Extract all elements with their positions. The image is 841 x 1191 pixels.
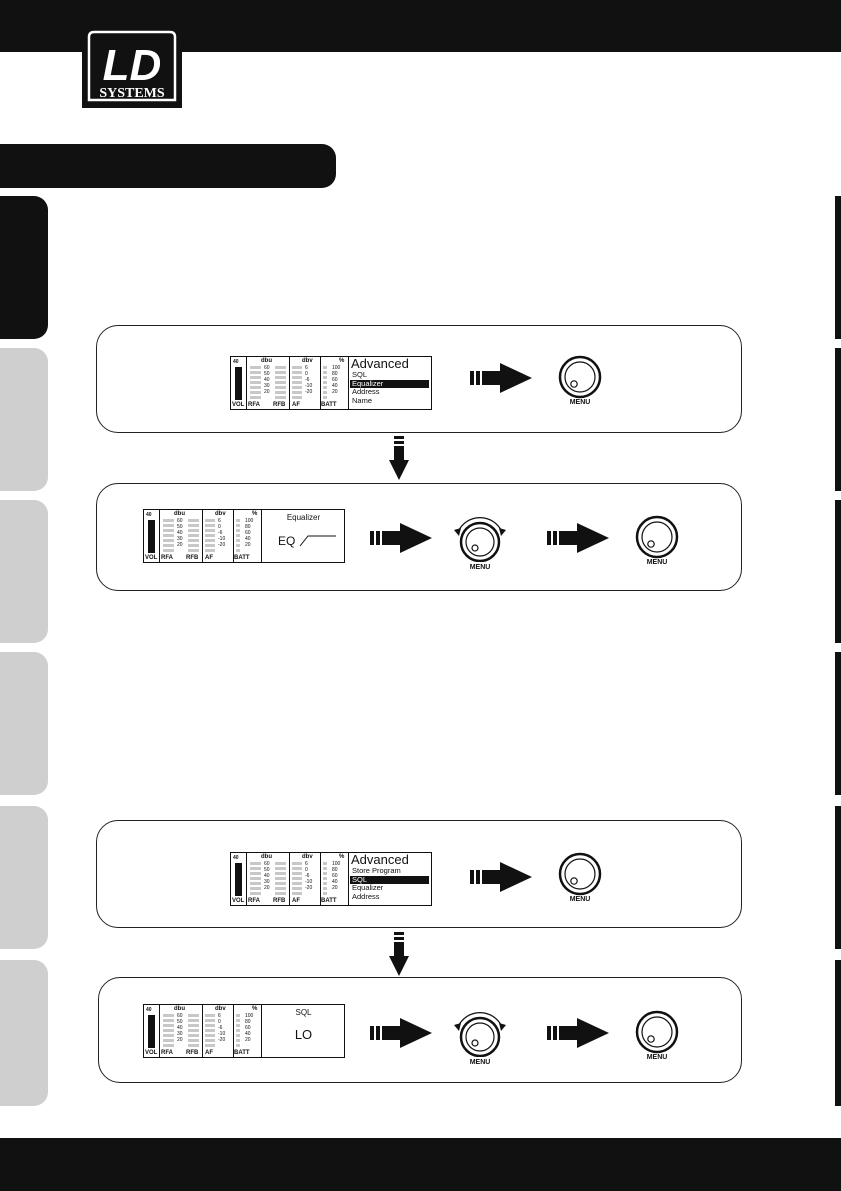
menu-knob-rotate[interactable] <box>447 1005 513 1069</box>
dbu-label: dbu <box>261 358 272 364</box>
percent-scale-label: 20 <box>245 542 251 548</box>
rfb-meter-segment <box>275 376 286 379</box>
percent-scale-label: 100 <box>245 518 254 524</box>
dbu-label: dbu <box>174 1006 185 1012</box>
menu-knob-press[interactable] <box>556 852 604 910</box>
menu-knob-press[interactable] <box>633 1010 681 1068</box>
dbu-scale-label: 50 <box>177 524 183 530</box>
af-meter-segment <box>205 524 215 527</box>
lcd-divider <box>202 1005 203 1057</box>
rfa-meter-segment <box>163 1024 174 1027</box>
knob-label: MENU <box>569 399 591 406</box>
right-edge-tab-3 <box>835 500 841 643</box>
rfa-meter-segment <box>250 371 261 374</box>
knob-icon <box>633 515 681 559</box>
dbu-scale-label: 50 <box>264 371 270 377</box>
rfa-meter-segment <box>250 877 261 880</box>
af-meter-segment <box>205 1019 215 1022</box>
batt-meter-segment <box>236 1044 240 1047</box>
batt-meter-segment <box>236 519 240 522</box>
rfa-meter-segment <box>163 1034 174 1037</box>
batt-meter-segment <box>236 1019 240 1022</box>
lcd-screen <box>230 356 432 410</box>
dbv-scale-label: -6 <box>218 1025 223 1031</box>
percent-scale-label: 20 <box>332 885 338 891</box>
rfa-meter-segment <box>163 1039 174 1042</box>
percent-scale-label: 80 <box>332 371 338 377</box>
side-tab-3[interactable] <box>0 500 48 643</box>
percent-scale-label: 40 <box>245 536 251 542</box>
rfb-meter-segment <box>188 1039 199 1042</box>
ld-systems-logo <box>80 22 184 110</box>
batt-label: BATT <box>321 898 337 904</box>
af-meter-segment <box>292 892 302 895</box>
rfb-label: RFB <box>273 402 286 408</box>
rfa-meter-segment <box>163 529 174 532</box>
rfa-meter-segment <box>250 376 261 379</box>
dbv-scale-label: 6 <box>305 365 308 371</box>
rfa-meter-segment <box>250 887 261 890</box>
percent-scale-label: 60 <box>332 377 338 383</box>
arrow-right-icon <box>547 523 611 553</box>
lcd-menu-title: Advanced <box>351 356 409 371</box>
rfb-meter-segment <box>275 867 286 870</box>
af-meter-segment <box>205 1044 215 1047</box>
af-meter-segment <box>205 529 215 532</box>
rfb-label: RFB <box>273 898 286 904</box>
af-meter-segment <box>205 519 215 522</box>
dbv-scale-label: -20 <box>218 1037 226 1043</box>
af-meter-segment <box>205 549 215 552</box>
rfa-label: RFA <box>248 402 260 408</box>
side-tab-6[interactable] <box>0 960 48 1106</box>
lcd-menu-item: Name <box>352 395 373 405</box>
af-meter-segment <box>292 867 302 870</box>
side-tab-5[interactable] <box>0 806 48 949</box>
dbv-scale-label: 6 <box>218 1013 221 1019</box>
dbv-scale-label: -10 <box>305 879 313 885</box>
arrow-right-icon <box>470 862 534 892</box>
knob-label: MENU <box>469 564 491 571</box>
rfa-meter-segment <box>250 892 261 895</box>
batt-meter-segment <box>323 872 327 875</box>
rfa-meter-segment <box>250 396 261 399</box>
side-tab-4[interactable] <box>0 652 48 795</box>
dbu-scale-label: 20 <box>264 389 270 395</box>
rfb-meter-segment <box>275 386 286 389</box>
dbu-scale-label: 60 <box>264 861 270 867</box>
rfb-meter-segment <box>188 1034 199 1037</box>
vol-label: VOL <box>232 898 245 904</box>
rfa-meter-segment <box>250 862 261 865</box>
side-tab-1[interactable] <box>0 196 48 339</box>
lcd-screen <box>230 852 432 906</box>
rfb-meter-segment <box>275 391 286 394</box>
knob-label: MENU <box>569 896 591 903</box>
dbv-scale-label: 0 <box>305 867 308 873</box>
lcd-menu-item-selected: SQL <box>350 876 429 884</box>
batt-meter-segment <box>236 1039 240 1042</box>
knob-label: MENU <box>646 559 668 566</box>
af-meter-segment <box>292 381 302 384</box>
percent-label: % <box>339 358 345 364</box>
rfa-meter-segment <box>250 366 261 369</box>
right-edge-tab-4 <box>835 652 841 795</box>
af-meter-segment <box>292 371 302 374</box>
menu-knob-press[interactable] <box>633 515 681 573</box>
lcd-eq-value: EQ <box>278 534 296 548</box>
rfb-meter-segment <box>275 371 286 374</box>
af-meter-segment <box>292 366 302 369</box>
arrow-right-icon <box>370 523 434 553</box>
lcd-divider <box>289 853 290 905</box>
rfa-meter-segment <box>163 549 174 552</box>
af-label: AF <box>292 898 300 904</box>
rfa-meter-segment <box>250 882 261 885</box>
lcd-menu-item: SQL <box>352 370 368 379</box>
menu-knob-press[interactable] <box>556 355 604 413</box>
lcd-divider <box>246 357 247 409</box>
lcd-divider <box>289 357 290 409</box>
vol-level-bar <box>235 863 242 896</box>
rfb-meter-segment <box>275 396 286 399</box>
af-label: AF <box>292 402 300 408</box>
af-label: AF <box>205 1050 213 1056</box>
dbv-scale-label: -20 <box>305 885 313 891</box>
af-meter-segment <box>292 376 302 379</box>
arrow-right-icon <box>547 1018 611 1048</box>
rfa-meter-segment <box>250 867 261 870</box>
af-meter-segment <box>205 1039 215 1042</box>
batt-meter-segment <box>323 376 327 379</box>
vol-label: VOL <box>232 402 245 408</box>
lcd-menu-item: Store Program <box>352 866 401 875</box>
rfb-meter-segment <box>188 539 199 542</box>
rfb-meter-segment <box>275 887 286 890</box>
rfa-meter-segment <box>163 519 174 522</box>
dbu-scale-label: 60 <box>177 1013 183 1019</box>
dbu-scale-label: 50 <box>264 867 270 873</box>
dbv-scale-label: -10 <box>218 536 226 542</box>
lcd-divider <box>202 510 203 562</box>
percent-scale-label: 40 <box>332 879 338 885</box>
dbv-scale-label: 0 <box>305 371 308 377</box>
dbu-scale-label: 20 <box>177 1037 183 1043</box>
dbu-scale-label: 40 <box>177 530 183 536</box>
percent-scale-label: 60 <box>245 1025 251 1031</box>
lcd-divider <box>159 1005 160 1057</box>
rfb-meter-segment <box>188 529 199 532</box>
af-meter-segment <box>292 887 302 890</box>
rfb-meter-segment <box>188 524 199 527</box>
batt-meter-segment <box>236 524 240 527</box>
rfa-meter-segment <box>250 391 261 394</box>
rfb-meter-segment <box>188 1024 199 1027</box>
lcd-screen-title: SQL <box>295 1008 312 1017</box>
rfb-meter-segment <box>275 892 286 895</box>
arrow-down-icon <box>389 932 409 976</box>
lcd-divider <box>246 853 247 905</box>
percent-scale-label: 80 <box>245 524 251 530</box>
rfa-meter-segment <box>250 381 261 384</box>
batt-meter-segment <box>323 391 327 394</box>
percent-scale-label: 60 <box>332 873 338 879</box>
dbv-label: dbv <box>302 854 313 860</box>
batt-meter-segment <box>323 862 327 865</box>
percent-scale-label: 80 <box>332 867 338 873</box>
dbu-scale-label: 30 <box>264 879 270 885</box>
batt-meter-segment <box>236 534 240 537</box>
dbv-label: dbv <box>215 511 226 517</box>
batt-meter-segment <box>236 1029 240 1032</box>
batt-meter-segment <box>323 396 327 399</box>
rfb-meter-segment <box>275 381 286 384</box>
bottom-bar <box>0 1138 841 1191</box>
menu-knob-rotate[interactable] <box>447 510 513 574</box>
lcd-menu-item: Address <box>352 891 380 901</box>
dbu-scale-label: 30 <box>177 536 183 542</box>
percent-scale-label: 20 <box>332 389 338 395</box>
batt-meter-segment <box>323 882 327 885</box>
batt-meter-segment <box>323 877 327 880</box>
vol-label: VOL <box>145 1050 158 1056</box>
batt-label: BATT <box>321 402 337 408</box>
batt-meter-segment <box>323 371 327 374</box>
knob-label: MENU <box>646 1054 668 1061</box>
side-tab-2[interactable] <box>0 348 48 491</box>
percent-scale-label: 20 <box>245 1037 251 1043</box>
batt-meter-segment <box>323 867 327 870</box>
af-meter-segment <box>292 872 302 875</box>
rfa-label: RFA <box>161 1050 173 1056</box>
af-label: AF <box>205 555 213 561</box>
batt-meter-segment <box>323 892 327 895</box>
vol-value: 40 <box>146 512 152 518</box>
dbv-scale-label: -20 <box>305 389 313 395</box>
rfa-label: RFA <box>248 898 260 904</box>
dbu-scale-label: 40 <box>264 873 270 879</box>
batt-meter-segment <box>323 386 327 389</box>
vol-level-bar <box>148 1015 155 1048</box>
rfb-meter-segment <box>188 544 199 547</box>
batt-meter-segment <box>236 1024 240 1027</box>
rfb-meter-segment <box>188 1029 199 1032</box>
dbu-scale-label: 60 <box>177 518 183 524</box>
batt-meter-segment <box>236 539 240 542</box>
af-meter-segment <box>205 1034 215 1037</box>
vol-value: 40 <box>233 359 239 365</box>
dbu-scale-label: 30 <box>264 383 270 389</box>
percent-scale-label: 100 <box>332 861 341 867</box>
rfa-meter-segment <box>163 539 174 542</box>
batt-label: BATT <box>234 555 250 561</box>
lcd-menu-item: Address <box>352 387 380 396</box>
knob-icon <box>633 1010 681 1054</box>
af-meter-segment <box>292 386 302 389</box>
section-heading-bar <box>0 144 336 188</box>
lcd-menu-title: Advanced <box>351 852 409 867</box>
rfb-meter-segment <box>275 872 286 875</box>
knob-icon <box>556 852 604 896</box>
batt-meter-segment <box>236 1014 240 1017</box>
lcd-divider <box>348 853 349 905</box>
lcd-screen <box>143 509 345 563</box>
dbv-scale-label: -6 <box>305 873 310 879</box>
dbv-scale-label: -20 <box>218 542 226 548</box>
batt-meter-segment <box>323 887 327 890</box>
dbu-scale-label: 50 <box>177 1019 183 1025</box>
eq-curve-icon <box>298 534 338 548</box>
lcd-value: LO <box>294 1027 313 1042</box>
dbv-scale-label: -6 <box>305 377 310 383</box>
af-meter-segment <box>292 391 302 394</box>
rotate-knob-icon <box>447 1005 513 1057</box>
right-edge-tab-5 <box>835 806 841 949</box>
percent-label: % <box>339 854 345 860</box>
af-meter-segment <box>205 1029 215 1032</box>
dbv-label: dbv <box>215 1006 226 1012</box>
af-meter-segment <box>205 1024 215 1027</box>
vol-label: VOL <box>145 555 158 561</box>
rfb-meter-segment <box>275 877 286 880</box>
af-meter-segment <box>292 877 302 880</box>
percent-scale-label: 80 <box>245 1019 251 1025</box>
lcd-divider <box>348 357 349 409</box>
arrow-down-icon <box>389 436 409 480</box>
dbu-scale-label: 60 <box>264 365 270 371</box>
percent-scale-label: 100 <box>332 365 341 371</box>
rfa-meter-segment <box>163 544 174 547</box>
rfb-meter-segment <box>275 366 286 369</box>
dbu-scale-label: 30 <box>177 1031 183 1037</box>
dbu-label: dbu <box>261 854 272 860</box>
rfa-meter-segment <box>163 1019 174 1022</box>
rfa-meter-segment <box>163 1014 174 1017</box>
percent-scale-label: 40 <box>245 1031 251 1037</box>
rfb-meter-segment <box>275 862 286 865</box>
dbv-scale-label: 6 <box>305 861 308 867</box>
right-edge-top <box>835 0 841 52</box>
af-meter-segment <box>292 862 302 865</box>
rfb-meter-segment <box>275 882 286 885</box>
percent-scale-label: 40 <box>332 383 338 389</box>
vol-value: 40 <box>233 855 239 861</box>
dbu-scale-label: 20 <box>264 885 270 891</box>
batt-meter-segment <box>236 549 240 552</box>
dbu-scale-label: 40 <box>264 377 270 383</box>
batt-meter-segment <box>323 381 327 384</box>
knob-label: MENU <box>469 1059 491 1066</box>
af-meter-segment <box>205 534 215 537</box>
percent-label: % <box>252 511 258 517</box>
rfb-label: RFB <box>186 555 199 561</box>
percent-scale-label: 100 <box>245 1013 254 1019</box>
knob-icon <box>556 355 604 399</box>
af-meter-segment <box>205 544 215 547</box>
dbv-scale-label: 0 <box>218 524 221 530</box>
dbv-scale-label: -10 <box>218 1031 226 1037</box>
dbu-label: dbu <box>174 511 185 517</box>
rfa-meter-segment <box>163 524 174 527</box>
dbu-scale-label: 40 <box>177 1025 183 1031</box>
rfb-label: RFB <box>186 1050 199 1056</box>
right-edge-tab-2 <box>835 348 841 491</box>
vol-value: 40 <box>146 1007 152 1013</box>
rfb-meter-segment <box>188 549 199 552</box>
batt-meter-segment <box>323 366 327 369</box>
rotate-knob-icon <box>447 510 513 562</box>
rfa-meter-segment <box>250 386 261 389</box>
af-meter-segment <box>292 396 302 399</box>
lcd-menu-item-selected: Equalizer <box>350 380 429 388</box>
rfa-meter-segment <box>163 1029 174 1032</box>
af-meter-segment <box>205 539 215 542</box>
rfb-meter-segment <box>188 519 199 522</box>
batt-label: BATT <box>234 1050 250 1056</box>
right-edge-tab-6 <box>835 960 841 1106</box>
rfb-meter-segment <box>188 1014 199 1017</box>
dbu-scale-label: 20 <box>177 542 183 548</box>
rfa-meter-segment <box>163 1044 174 1047</box>
percent-label: % <box>252 1006 258 1012</box>
lcd-menu-item: Equalizer <box>352 883 384 892</box>
rfa-meter-segment <box>250 872 261 875</box>
dbv-scale-label: 6 <box>218 518 221 524</box>
rfb-meter-segment <box>188 1044 199 1047</box>
rfb-meter-segment <box>188 534 199 537</box>
batt-meter-segment <box>236 544 240 547</box>
af-meter-segment <box>292 882 302 885</box>
af-meter-segment <box>205 1014 215 1017</box>
rfa-label: RFA <box>161 555 173 561</box>
logo-systems-text: SYSTEMS <box>99 86 165 101</box>
rfa-meter-segment <box>163 534 174 537</box>
lcd-screen <box>143 1004 345 1058</box>
lcd-divider <box>159 510 160 562</box>
batt-meter-segment <box>236 1034 240 1037</box>
right-edge-tab-1 <box>835 196 841 339</box>
percent-scale-label: 60 <box>245 530 251 536</box>
logo-ld-text: LD <box>102 41 162 90</box>
arrow-right-icon <box>470 363 534 393</box>
batt-meter-segment <box>236 529 240 532</box>
dbv-scale-label: 0 <box>218 1019 221 1025</box>
lcd-screen-title: Equalizer <box>286 513 321 522</box>
rfb-meter-segment <box>188 1019 199 1022</box>
arrow-right-icon <box>370 1018 434 1048</box>
vol-level-bar <box>235 367 242 400</box>
dbv-label: dbv <box>302 358 313 364</box>
dbv-scale-label: -10 <box>305 383 313 389</box>
dbv-scale-label: -6 <box>218 530 223 536</box>
vol-level-bar <box>148 520 155 553</box>
